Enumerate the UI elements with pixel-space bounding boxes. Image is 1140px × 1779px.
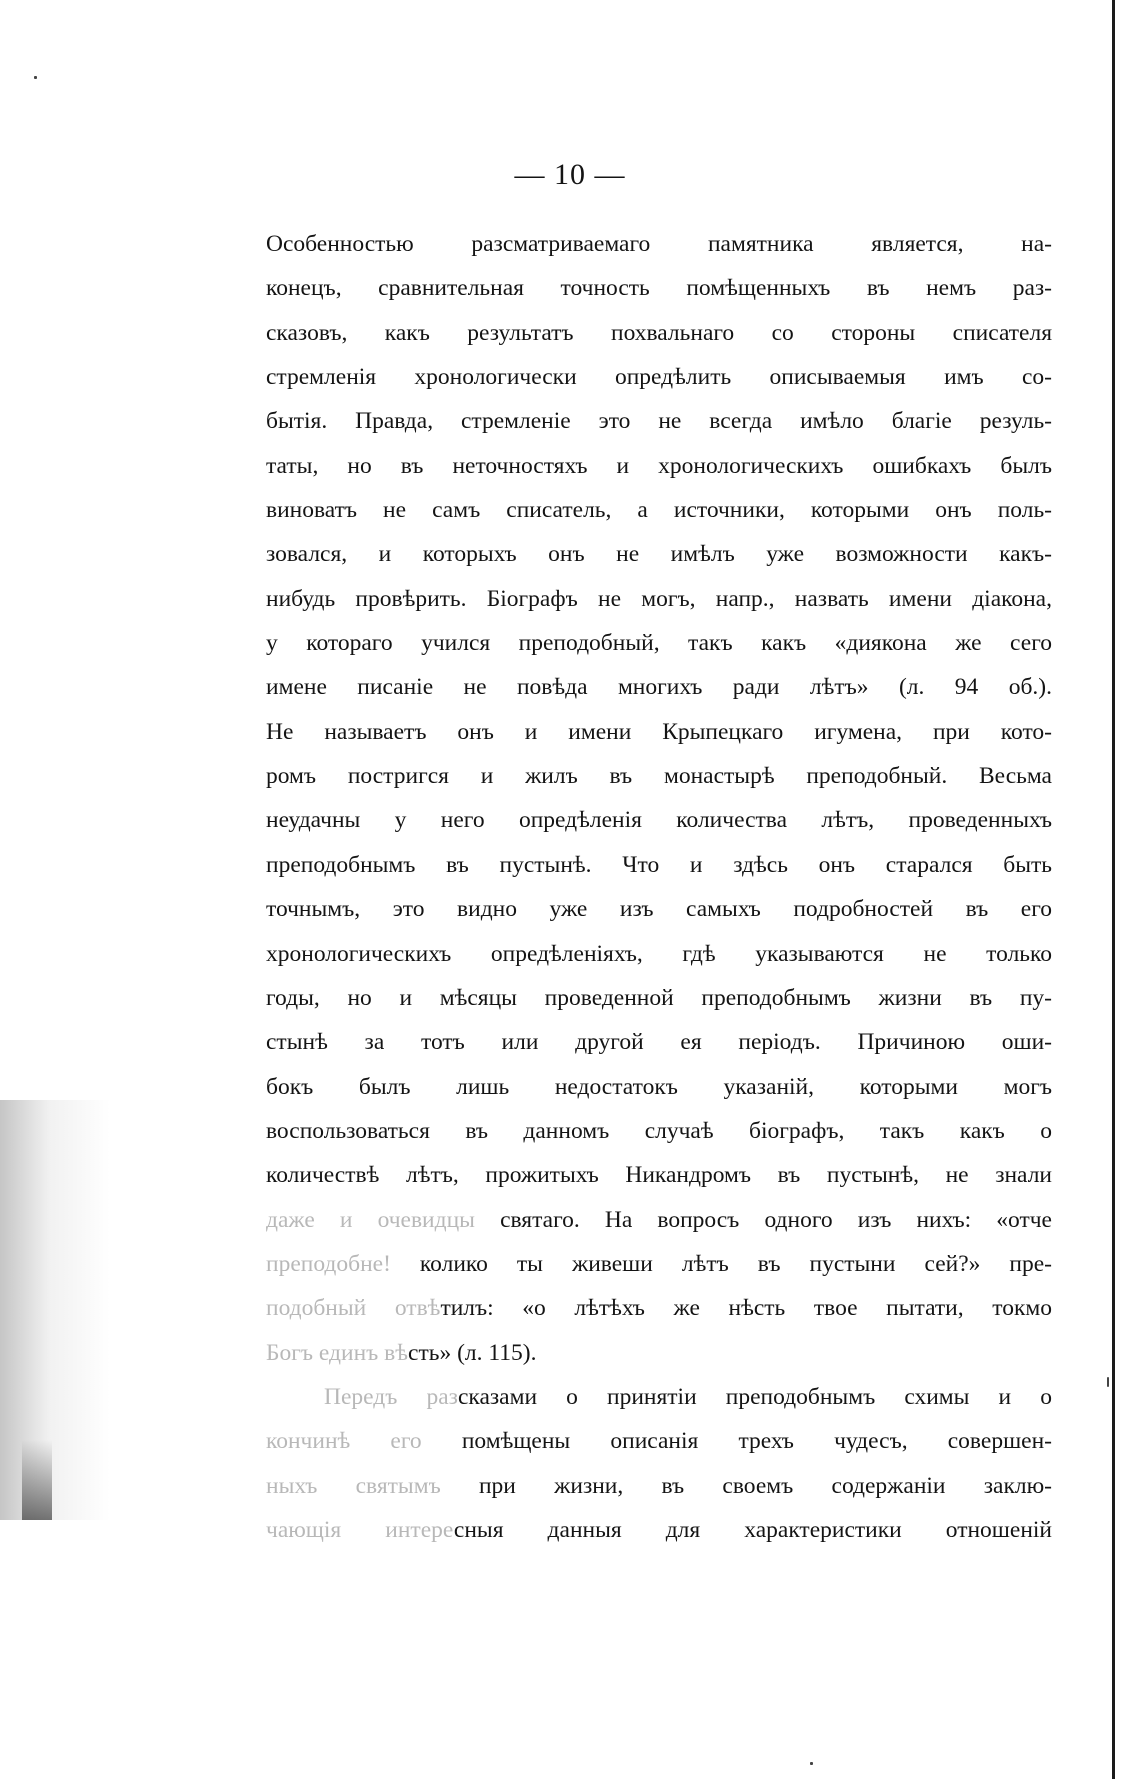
text-line: [266, 1020, 1052, 1064]
text-line: [266, 1375, 1052, 1419]
line-text: таты, но въ неточностяхъ и хронологическихъ ошибкахъ былъ: [266, 452, 1052, 479]
line-text: неудачны у него опредѣленія количества лѣтъ, проведенныхъ: [266, 807, 1052, 834]
line-text: сказовъ, какъ результатъ похвальнаго со стороны списателя: [266, 319, 1052, 346]
line-text: бытія. Правда, стремленіе это не всегда имѣло благіе резуль-: [266, 408, 1052, 435]
faded-text: даже и очевидцы: [266, 1206, 475, 1233]
line-text: воспользоваться въ данномъ случаѣ біографъ, такъ какъ о: [266, 1117, 1052, 1144]
body-text: [266, 222, 1052, 1552]
text-line: [266, 932, 1052, 976]
line-text: сказами о принятіи преподобнымъ схимы и о: [457, 1383, 1052, 1410]
line-text: точнымъ, это видно уже изъ самыхъ подробностей въ его: [266, 896, 1052, 923]
scan-speck: [34, 76, 37, 79]
text-line: [266, 1065, 1052, 1109]
faded-text: Богъ единъ вѣ: [266, 1339, 409, 1366]
faded-text: кончинѣ его: [266, 1428, 422, 1455]
line-text: ромъ постригся и жилъ въ монастырѣ преподобный. Весьма: [266, 763, 1052, 790]
scan-shadow: [0, 1100, 110, 1520]
line-text: Особенностью разсматриваемаго памятника является, на-: [266, 231, 1052, 257]
line-text: виноватъ не самъ списатель, а источники, которыми онъ поль-: [266, 497, 1052, 524]
text-line: [266, 843, 1052, 887]
line-text: стремленія хронологически опредѣлить описываемыя имъ со-: [266, 364, 1052, 391]
line-text: сть» (л. 115).: [408, 1339, 537, 1366]
text-line: [266, 1286, 1052, 1330]
line-text: сныя данныя для характеристики отношеній: [453, 1516, 1052, 1543]
text-line: [266, 532, 1052, 576]
line-text: преподобнымъ въ пустынѣ. Что и здѣсь онъ старался быть: [266, 851, 1052, 878]
text-line: [266, 266, 1052, 310]
line-text: количествѣ лѣтъ, прожитыхъ Никандромъ въ пустынѣ, не знали: [266, 1162, 1052, 1189]
faded-text: подобный отвѣ: [266, 1295, 441, 1322]
line-text: годы, но и мѣсяцы проведенной преподобнымъ жизни въ пу-: [266, 984, 1052, 1011]
faded-text: чающія интере: [266, 1516, 454, 1543]
text-line: [266, 1242, 1052, 1286]
text-line: [266, 577, 1052, 621]
paragraph: [266, 1375, 1052, 1552]
text-line: [266, 1153, 1052, 1197]
text-line: [266, 1109, 1052, 1153]
line-text: Не называетъ онъ и имени Крыпецкаго игумена, при кото-: [266, 718, 1052, 745]
faded-text: преподобне!: [266, 1250, 391, 1277]
text-line: [266, 1198, 1052, 1242]
scan-shadow-dark: [22, 1440, 52, 1520]
faded-text: ныхъ святымъ: [266, 1472, 441, 1499]
text-line: [266, 444, 1052, 488]
text-line: [266, 311, 1052, 355]
line-text: святаго. На вопросъ одного изъ нихъ: «отче: [474, 1206, 1052, 1233]
text-line: [266, 399, 1052, 443]
scan-speck: [1107, 1377, 1109, 1387]
paragraph: [266, 222, 1052, 1375]
text-line: [266, 621, 1052, 665]
line-text: имене писаніе не повѣда многихъ ради лѣтъ» (л. 94 об.).: [266, 674, 1052, 701]
line-text: конецъ, сравнительная точность помѣщенныхъ въ немъ раз-: [266, 275, 1052, 302]
line-text: колико ты живеши лѣтъ въ пустыни сей?» пре-: [390, 1250, 1052, 1277]
text-line: [266, 665, 1052, 709]
line-text: стынѣ за тотъ или другой ея періодъ. Причиною оши-: [266, 1029, 1052, 1056]
line-text: хронологическихъ опредѣленіяхъ, гдѣ указываются не только: [266, 940, 1052, 967]
text-line: [266, 1464, 1052, 1508]
text-line: [266, 488, 1052, 532]
text-line: [266, 887, 1052, 931]
line-text: нибудь провѣрить. Біографъ не могъ, напр., назвать имени діакона,: [266, 585, 1052, 612]
text-line: [266, 222, 1052, 266]
faded-text: Передъ раз: [324, 1383, 458, 1410]
line-text: при жизни, въ своемъ содержаніи заклю-: [440, 1472, 1052, 1499]
scan-speck: [810, 1762, 813, 1765]
text-line: [266, 1331, 1052, 1375]
line-text: зовался, и которыхъ онъ не имѣлъ уже возможности какъ-: [266, 541, 1052, 568]
binding-edge-line: [1112, 0, 1115, 1779]
line-text: тилъ: «о лѣтѣхъ же нѣсть твое пытати, токмо: [440, 1295, 1052, 1322]
text-line: [266, 1508, 1052, 1552]
line-text: бокъ былъ лишь недостатокъ указаній, которыми могъ: [266, 1073, 1052, 1100]
line-text: у котораго учился преподобный, такъ какъ «диякона же сего: [266, 630, 1052, 657]
text-line: [266, 976, 1052, 1020]
page-number: — 10 —: [514, 158, 626, 191]
text-line: [266, 798, 1052, 842]
text-line: [266, 754, 1052, 798]
text-line: [266, 1419, 1052, 1463]
text-line: [266, 710, 1052, 754]
line-text: помѣщены описанія трехъ чудесъ, совершен-: [421, 1428, 1052, 1455]
text-line: [266, 355, 1052, 399]
